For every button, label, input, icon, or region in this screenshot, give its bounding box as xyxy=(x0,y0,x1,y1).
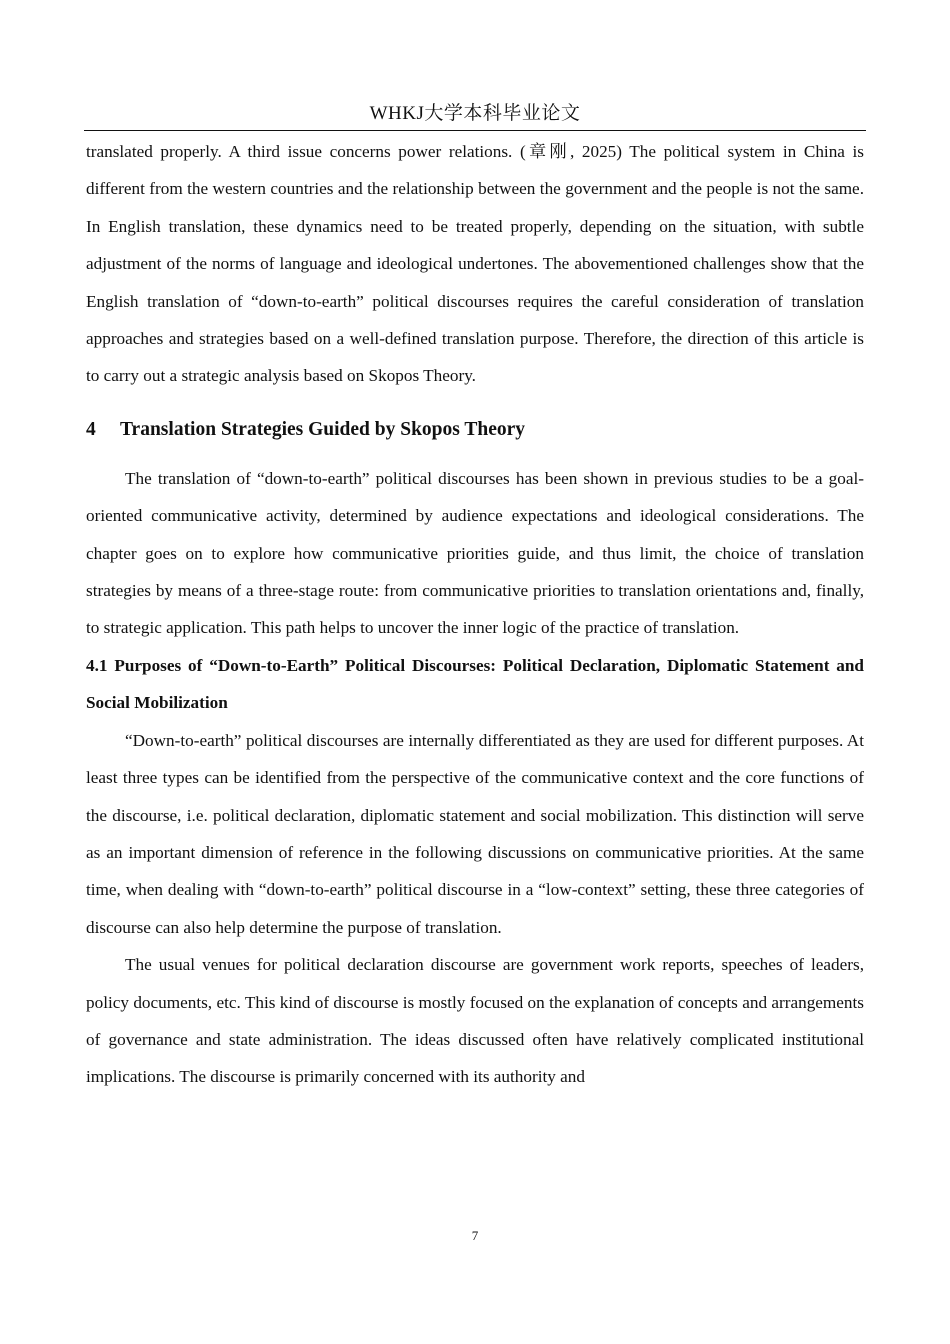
subsection-heading: 4.1 Purposes of “Down-to-Earth” Political Discourses: Political Declaration, Diplomatic Statement and Social Mobilization xyxy=(86,655,864,713)
subsection-paragraph-2: The usual venues for political declaration discourse are government work reports, speeches of leaders, policy documents, etc. This kind of discourse is mostly focused on the explanation of concepts and arrangements of governance and state administration. The ideas discussed often have relatively complicated institutional implications. The discourse is primarily concerned with its authority and xyxy=(86,955,864,1087)
continued-paragraph: translated properly. A third issue concerns power relations. (章刚, 2025) The political system in China is different from the western countries and the relationship between the government and the people is not the same. In English translation, these dynamics need to be treated properly, depending on the situation, with subtle adjustment of the norms of language and ideological undertones. The abovementioned challenges show that the English translation of “down-to-earth” political discourses requires the careful consideration of translation approaches and strategies based on a well-defined translation purpose. Therefore, the direction of this article is to carry out a strategic analysis based on Skopos Theory. xyxy=(86,142,864,386)
section-number: 4 xyxy=(86,418,96,440)
subsection-paragraph-1: “Down-to-earth” political discourses are internally differentiated as they are used for different purposes. At least three types can be identified from the perspective of the communicative context and the core functions of the discourse, i.e. political declaration, diplomatic statement and social mobilization. This distinction will serve as an important dimension of reference in the following discussions on communicative priorities. At the same time, when dealing with “down-to-earth” political discourse in a “low-context” setting, these three categories of discourse can also help determine the purpose of translation. xyxy=(86,730,864,937)
body-text xyxy=(86,133,864,1096)
header-divider xyxy=(84,130,866,131)
section-heading xyxy=(86,414,864,446)
page-number: 7 xyxy=(471,1228,479,1243)
running-header: WHKJ大学本科毕业论文 xyxy=(369,103,581,124)
section-intro-paragraph: The translation of “down-to-earth” political discourses has been shown in previous studies to be a goal-oriented communicative activity, determined by audience expectations and ideological considerations. The chapter goes on to explore how communicative priorities guide, and thus limit, the choice of translation strategies by means of a three-stage route: from communicative priorities to translation orientations and, finally, to strategic application. This path helps to uncover the inner logic of the practice of translation. xyxy=(86,468,864,638)
section-title: Translation Strategies Guided by Skopos Theory xyxy=(120,418,526,440)
